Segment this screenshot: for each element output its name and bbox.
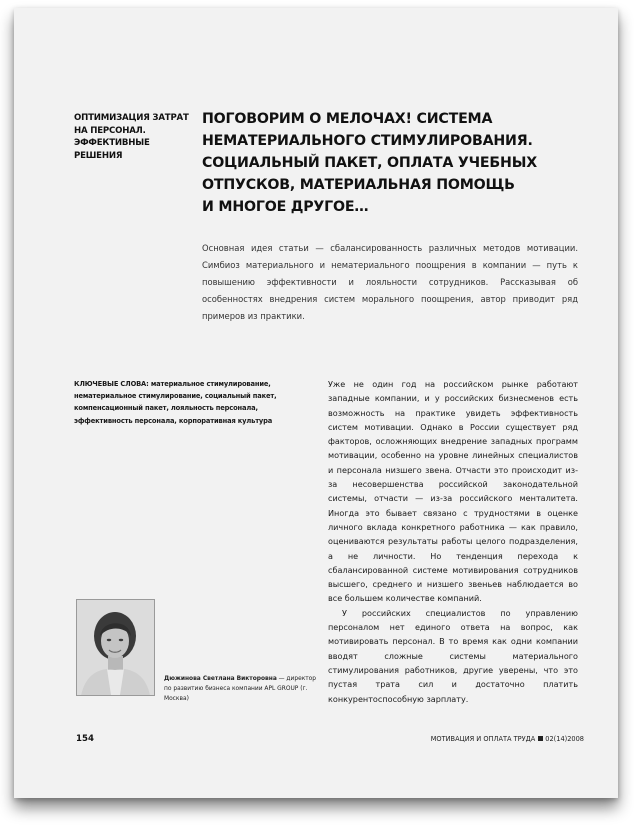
author-role: — директор по развитию бизнеса компании APL GROUP (г. Москва): [164, 676, 317, 702]
journal-issue: 02(14)2008: [545, 735, 584, 743]
keywords-label: КЛЮЧЕВЫЕ СЛОВА:: [74, 380, 149, 388]
section-label: ОПТИМИЗАЦИЯ ЗАТРАТ НА ПЕРСОНАЛ. ЭФФЕКТИВНЫЕ РЕШЕНИЯ: [74, 113, 189, 161]
article-body: [328, 377, 578, 706]
square-bullet-icon: [538, 736, 543, 741]
body-paragraph-1: Уже не один год на российском рынке работают западные компании, и у российских бизнесменов есть возможность на практике увидеть эффективность систем мотивации. Однако в России существует ряд факторов, осложняющих внедрение западных программ мотивации, особенно на уровне линейных специалистов и персонала низшего звена. Отчасти это происходит из-за несовершенства российской законодательной системы, отчасти — из-за российского менталитета. Иногда это бывает связано с трудностями в оценке личного вклада конкретного работника — как правило, оцениваются результаты работы целого подразделения, а не личности. Но тенденция перехода к сбалансированной системе мотивирования сотрудников высшего, среднего и низшего звеньев наблюдается во все большем количестве компаний.: [328, 379, 578, 604]
keywords-text: материальное стимулирование, нематериальное стимулирование, социальный пакет, компенсационный пакет, лояльность персонала, эффективность персонала, корпоративная культура: [74, 380, 277, 425]
article-headline: ПОГОВОРИМ О МЕЛОЧАХ! СИСТЕМА НЕМАТЕРИАЛЬНОГО СТИМУЛИРОВАНИЯ. СОЦИАЛЬНЫЙ ПАКЕТ, ОПЛАТА УЧЕБНЫХ ОТПУСКОВ, МАТЕРИАЛЬНАЯ ПОМОЩЬ И МНОГОЕ ДРУГОЕ…: [202, 111, 537, 215]
body-paragraph-2: У российских специалистов по управлению персоналом нет единого ответа на вопрос, как мотивировать персонал. В то время как одни компании вводят сложные системы материального стимулирования работников, другие уверены, что это пустая трата сил и достаточно платить конкурентоспособную зарплату.: [328, 607, 578, 704]
keywords-block: [74, 378, 314, 427]
author-portrait-icon: [77, 600, 154, 695]
author-caption: [164, 674, 324, 704]
author-name: Дюжинова Светлана Викторовна: [164, 676, 277, 682]
journal-footer: [431, 735, 584, 743]
journal-name: МОТИВАЦИЯ И ОПЛАТА ТРУДА: [430, 735, 536, 743]
author-photo: [76, 599, 155, 696]
article-lead: Основная идея статьи — сбалансированность различных методов мотивации. Симбиоз материального и нематериального поощрения в компании — путь к повышению эффективности и лояльности сотрудников. Рассказывая об особенностях внедрения систем морального поощрения, автор приводит ряд примеров из практики.: [202, 243, 578, 321]
page-number: 154: [76, 734, 94, 744]
